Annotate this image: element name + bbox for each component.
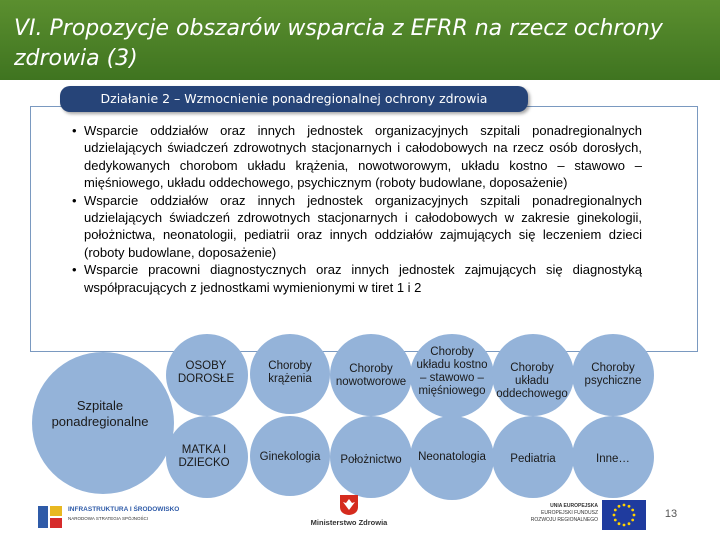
- left-logo-title: INFRASTRUKTURA I ŚRODOWISKO: [68, 506, 180, 513]
- adult-item-label: Choroby psychiczne: [584, 362, 642, 387]
- right-logo-line1: UNIA EUROPEJSKA: [550, 503, 598, 509]
- footer: [0, 494, 720, 540]
- child-item-label: Położnictwo: [340, 454, 402, 466]
- adult-item-label: Choroby układu kostno – stawowo – mięśniowego: [416, 346, 488, 397]
- infrastruktura-logo-icon: [36, 502, 64, 532]
- eagle-emblem-icon: [339, 494, 359, 516]
- bullet-icon: •: [72, 123, 77, 138]
- adult-item-label: Choroby nowotworowe: [335, 363, 407, 388]
- adults-label: OSOBY DOROSŁE: [177, 360, 235, 385]
- bullet-text: Wsparcie oddziałów oraz innych jednostek organizacyjnych szpitali ponadregionalnych udzielających świadczeń zdrowotnych stacjonarnych i całodobowych w zakresie ginekologii, położnictwa, neonatologii, pediatrii oraz innych oddziałów zajmujących się leczeniem dzieci (roboty budowlane, doposażenie): [84, 192, 642, 260]
- bullet-icon: •: [72, 262, 77, 278]
- hospitals-label: Szpitale ponadregionalne: [51, 398, 149, 429]
- bullet-item: [72, 122, 642, 192]
- adult-item-label: Choroby krążenia: [268, 360, 312, 385]
- child-item-label: Neonatologia: [418, 451, 486, 463]
- child-item-label: Pediatria: [510, 453, 556, 465]
- bullet-text: Wsparcie pracowni diagnostycznych oraz innych jednostek zajmujących się diagnostyką współpracujących z jednostkami wymienionymi w tiret 1 i 2: [84, 262, 642, 295]
- bullet-item: [72, 192, 642, 262]
- bullet-icon: •: [72, 192, 77, 208]
- child-item-label: Ginekologia: [259, 451, 321, 463]
- right-logo-line3: ROZWOJU REGIONALNEGO: [530, 517, 598, 523]
- bullet-list: [72, 122, 642, 296]
- child-item-label: Inne…: [596, 453, 630, 465]
- slide-title: VI. Propozycje obszarów wsparcia z EFRR na rzecz ochrony zdrowia (3): [14, 16, 663, 71]
- page-number: 13: [664, 508, 678, 520]
- bullet-text: Wsparcie oddziałów oraz innych jednostek organizacyjnych szpitali ponadregionalnych udzielających świadczeń zdrowotnych stacjonarnych i całodobowych na rzecz osób dorosłych, dedykowanych chorobom układu krążenia, nowotworowym, układu kostno – stawowo – mięśniowego, układu oddechowego, psychicznym (roboty budowlane, doposażenie): [84, 123, 642, 191]
- left-logo-sub: NARODOWA STRATEGIA SPÓJNOŚCI: [68, 516, 149, 521]
- children-label: MATKA I DZIECKO: [178, 444, 230, 469]
- eu-flag-icon: [602, 500, 646, 530]
- adult-item-label: Choroby układu oddechowego: [496, 362, 568, 400]
- center-logo-text: Ministerstwo Zdrowia: [310, 518, 388, 527]
- bullet-item: [72, 261, 642, 296]
- action-label: Działanie 2 – Wzmocnienie ponadregionalnej ochrony zdrowia: [60, 86, 528, 112]
- right-logo-line2: EUROPEJSKI FUNDUSZ: [541, 510, 598, 516]
